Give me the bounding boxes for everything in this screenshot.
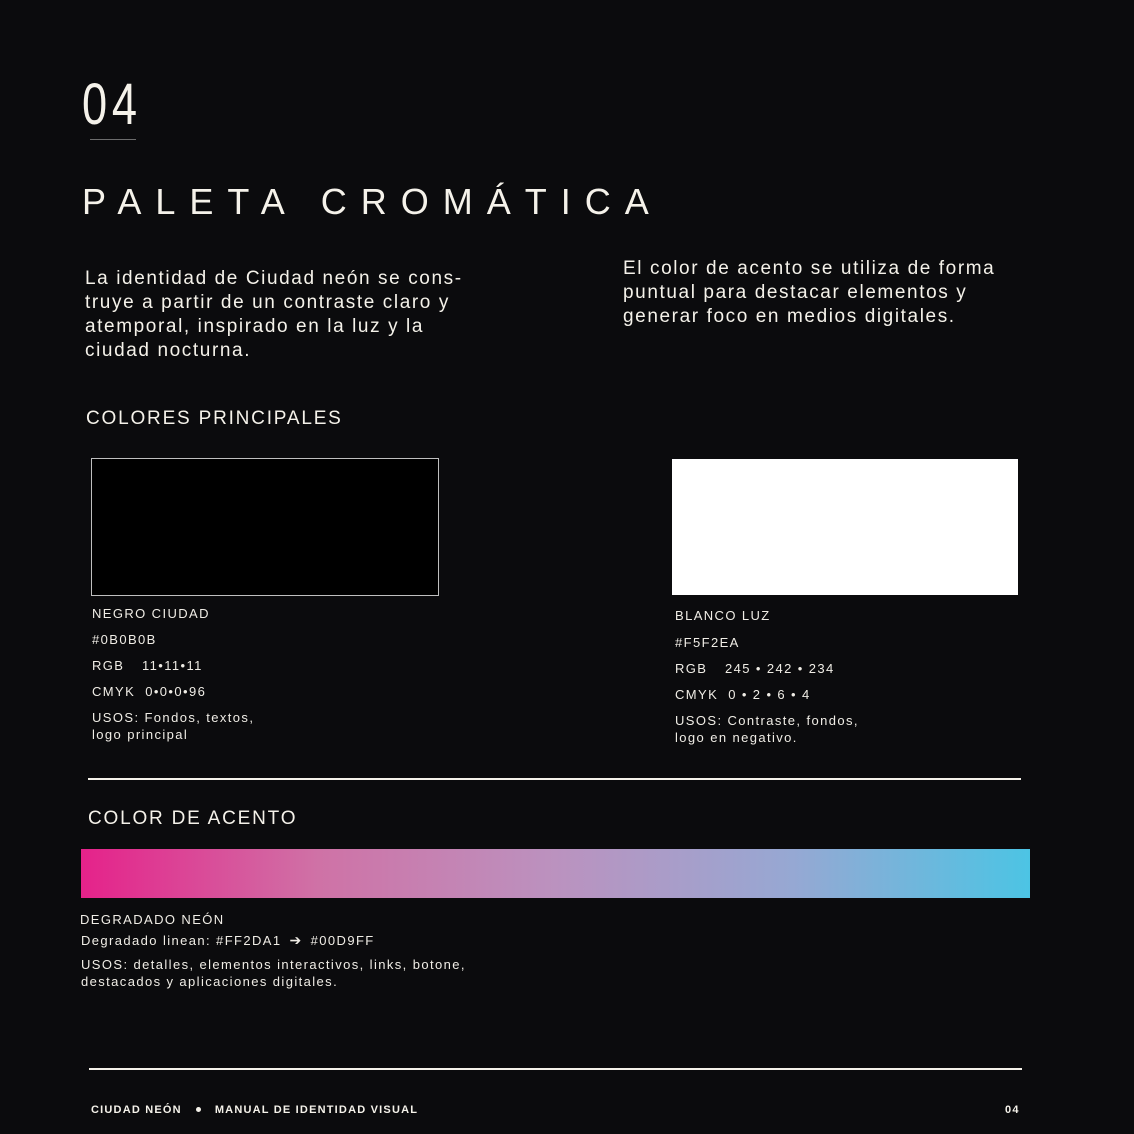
white-color-name: BLANCO LUZ xyxy=(675,608,771,623)
black-color-hex: #0B0B0B xyxy=(92,632,157,647)
cmyk-value: 0•0•0•96 xyxy=(145,684,207,699)
cmyk-label: CMYK xyxy=(92,684,136,699)
intro-left-paragraph: La identidad de Ciudad neón se cons- truye a partir de un contraste claro y atemporal, inspirado en la luz y la ciudad nocturna. xyxy=(85,268,463,361)
section-number: 04 xyxy=(82,72,142,137)
rgb-label: RGB xyxy=(92,658,125,673)
accent-color-heading: COLOR DE ACENTO xyxy=(88,808,298,829)
footer-brand: CIUDAD NEÓN xyxy=(91,1104,182,1116)
principal-colors-heading: COLORES PRINCIPALES xyxy=(86,408,343,429)
section-number-underline xyxy=(90,139,136,140)
white-color-rgb xyxy=(675,660,835,677)
black-color-usage: USOS: Fondos, textos, logo principal xyxy=(92,710,255,742)
rgb-label: RGB xyxy=(675,661,708,676)
arrow-right-icon: ➔ xyxy=(289,932,303,948)
white-color-usage: USOS: Contraste, fondos, logo en negativo. xyxy=(675,713,859,745)
footer-divider xyxy=(89,1068,1022,1070)
page-number: 04 xyxy=(1005,1104,1020,1116)
intro-right-paragraph: El color de acento se utiliza de forma puntual para destacar elementos y generar foco en medios digitales. xyxy=(623,258,996,327)
section-divider xyxy=(88,778,1021,780)
gradient-start-text: Degradado linean: #FF2DA1 xyxy=(81,933,282,948)
footer-manual-title: MANUAL DE IDENTIDAD VISUAL xyxy=(214,1104,419,1116)
black-color-rgb xyxy=(92,657,203,674)
black-color-cmyk xyxy=(92,683,206,700)
gradient-name: DEGRADADO NEÓN xyxy=(80,912,225,927)
gradient-usage: USOS: detalles, elementos interactivos, links, botone, destacados y aplicaciones digitales. xyxy=(81,957,466,989)
page-title: PALETA CROMÁTICA xyxy=(82,181,663,222)
cmyk-label: CMYK xyxy=(675,687,719,702)
white-color-cmyk xyxy=(675,686,811,703)
black-color-swatch xyxy=(91,458,439,596)
rgb-value: 245 • 242 • 234 xyxy=(725,661,835,676)
gradient-end-text: #00D9FF xyxy=(310,933,375,948)
neon-gradient-swatch xyxy=(81,849,1030,898)
bullet-icon xyxy=(196,1107,201,1112)
black-color-name: NEGRO CIUDAD xyxy=(92,606,210,621)
cmyk-value: 0 • 2 • 6 • 4 xyxy=(728,687,811,702)
footer-left xyxy=(91,1104,418,1116)
white-color-hex: #F5F2EA xyxy=(675,635,740,650)
white-color-swatch xyxy=(672,459,1018,595)
gradient-definition xyxy=(81,932,375,949)
rgb-value: 11•11•11 xyxy=(142,658,203,673)
